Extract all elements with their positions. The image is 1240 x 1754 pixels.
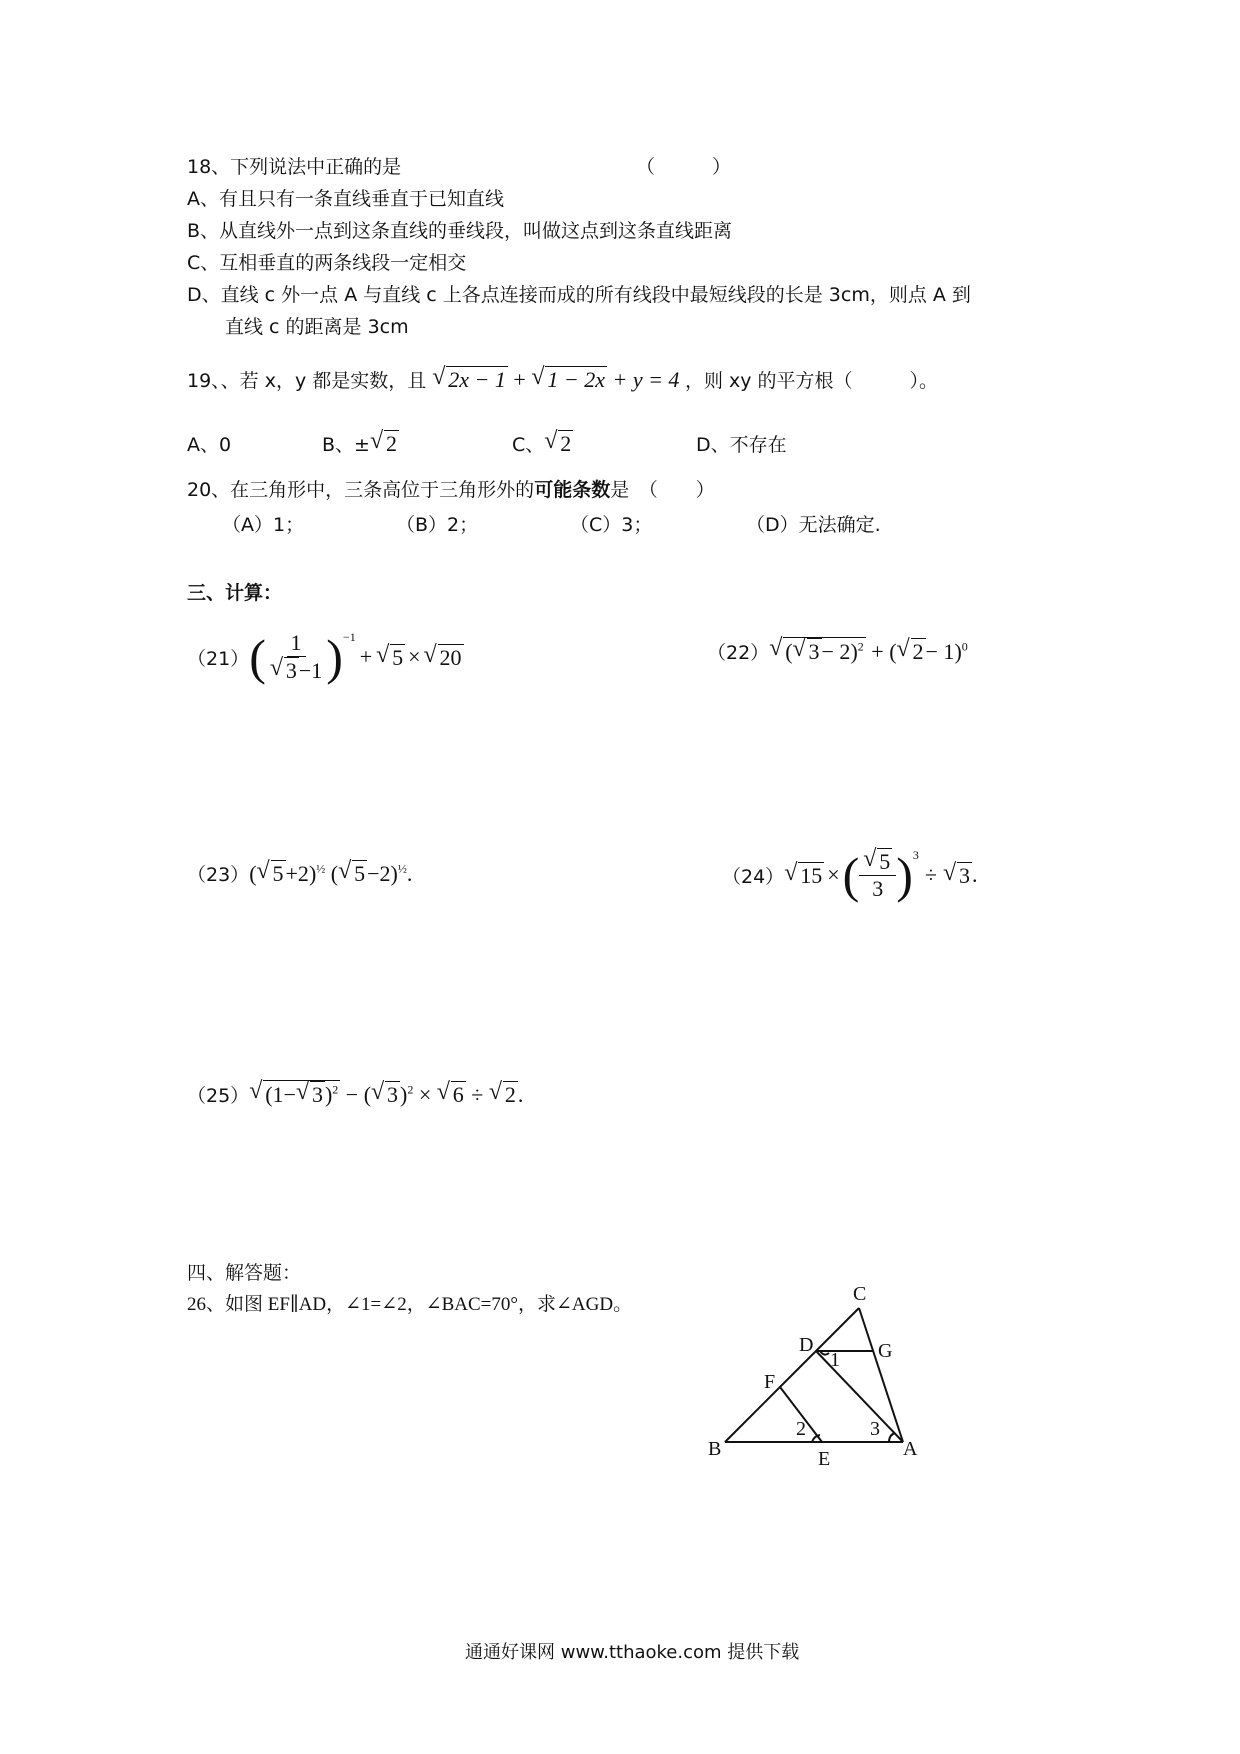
q19-option-d: D、不存在 xyxy=(696,434,787,456)
problem-24 xyxy=(722,848,978,902)
q20-option-d: （D）无法确定. xyxy=(746,514,881,536)
q18-option-d: D、直线 c 外一点 A 与直线 c 上各点连接而成的所有线段中最短线段的长是 3cm，则点 A 到 xyxy=(187,284,971,306)
q18-option-d-continued: 直线 c 的距离是 3cm xyxy=(225,316,409,338)
footer-text: 通通好课网 www.tthaoke.com 提供下载 xyxy=(465,1642,800,1663)
q18-option-c: C、互相垂直的两条线段一定相交 xyxy=(187,252,467,274)
label-E: E xyxy=(818,1448,831,1470)
q19-equation: √ 2x − 1 + √ 1 − 2x + y = 4 xyxy=(432,367,685,392)
label-A: A xyxy=(903,1438,918,1460)
q20-option-b: （B）2； xyxy=(396,514,479,536)
problem-22-expression: √ (√ 3− 2)$^2$ + (√ 2− 1)$^0$ xyxy=(769,637,968,665)
problem-22 xyxy=(707,637,968,665)
problem-25-label: （25） xyxy=(187,1084,250,1107)
q20-stem: 20、在三角形中，三条高位于三角形外的可能条数是 （ ） xyxy=(187,479,715,501)
q26-text: 26、如图 EF∥AD，∠1=∠2，∠BAC=70°，求∠AGD。 xyxy=(187,1294,633,1315)
problem-25 xyxy=(187,1080,523,1108)
segment-CA xyxy=(859,1308,903,1442)
problem-23-expression: (√ 5+2)$^{\frac{1}{2}}$ (√ 5−2)$^{\frac{1}{2}}$. xyxy=(249,860,412,887)
section-4-title: 四、解答题： xyxy=(187,1262,302,1284)
q19-question xyxy=(187,366,938,394)
q18-option-b: B、从直线外一点到这条直线的垂线段，叫做这点到这条直线距离 xyxy=(187,220,733,242)
label-angle-2: 2 xyxy=(796,1418,806,1440)
q19-sqrt-1: √ 2x − 1 xyxy=(432,366,508,393)
problem-22-label: （22） xyxy=(707,641,770,664)
label-C: C xyxy=(853,1283,867,1305)
label-B: B xyxy=(708,1438,722,1460)
label-D: D xyxy=(799,1334,814,1356)
problem-21 xyxy=(187,630,464,684)
q19-suffix: ，则 xy 的平方根（ ）。 xyxy=(684,370,939,392)
q18-option-a: A、有且只有一条直线垂直于已知直线 xyxy=(187,188,504,210)
q19-option-b: B、±√ 2 xyxy=(322,430,399,458)
q18-answer-bracket: （ ） xyxy=(636,156,732,178)
problem-23-label: （23） xyxy=(187,864,250,886)
q19-prefix: 19、、若 x，y 都是实数，且 xyxy=(187,370,427,392)
problem-21-label: （21） xyxy=(187,647,250,670)
q19-sqrt-2: √ 1 − 2x xyxy=(531,366,607,393)
problem-23 xyxy=(187,860,412,887)
problem-25-expression: √ (1−√ 3)$^2$ − (√ 3)$^2$ × √ 6 ÷ √ 2. xyxy=(249,1080,523,1108)
section-3-title: 三、计算： xyxy=(187,582,283,604)
problem-24-expression: √ 15 × ( √ $\frac{5}{3}$ ) $^3$ ÷ √ 3 . xyxy=(784,848,977,902)
label-angle-3: 3 xyxy=(870,1418,880,1440)
label-angle-1: 1 xyxy=(830,1349,840,1371)
q18-stem: 18、下列说法中正确的是 xyxy=(187,156,402,178)
label-G: G xyxy=(878,1340,893,1362)
q20-option-c: （C）3； xyxy=(570,514,653,536)
problem-21-expression: ( 1 √ 3−1 ) $^{-1}$ + √ 5 × √ 20 xyxy=(249,630,463,684)
triangle-figure xyxy=(700,1280,930,1470)
problem-24-label: （24） xyxy=(722,865,785,888)
q19-option-c: C、√ 2 xyxy=(512,430,573,458)
q19-option-a: A、0 xyxy=(187,434,232,456)
angle-3-mark xyxy=(889,1433,895,1442)
q20-option-a: （A）1； xyxy=(222,514,305,536)
label-F: F xyxy=(764,1371,776,1393)
